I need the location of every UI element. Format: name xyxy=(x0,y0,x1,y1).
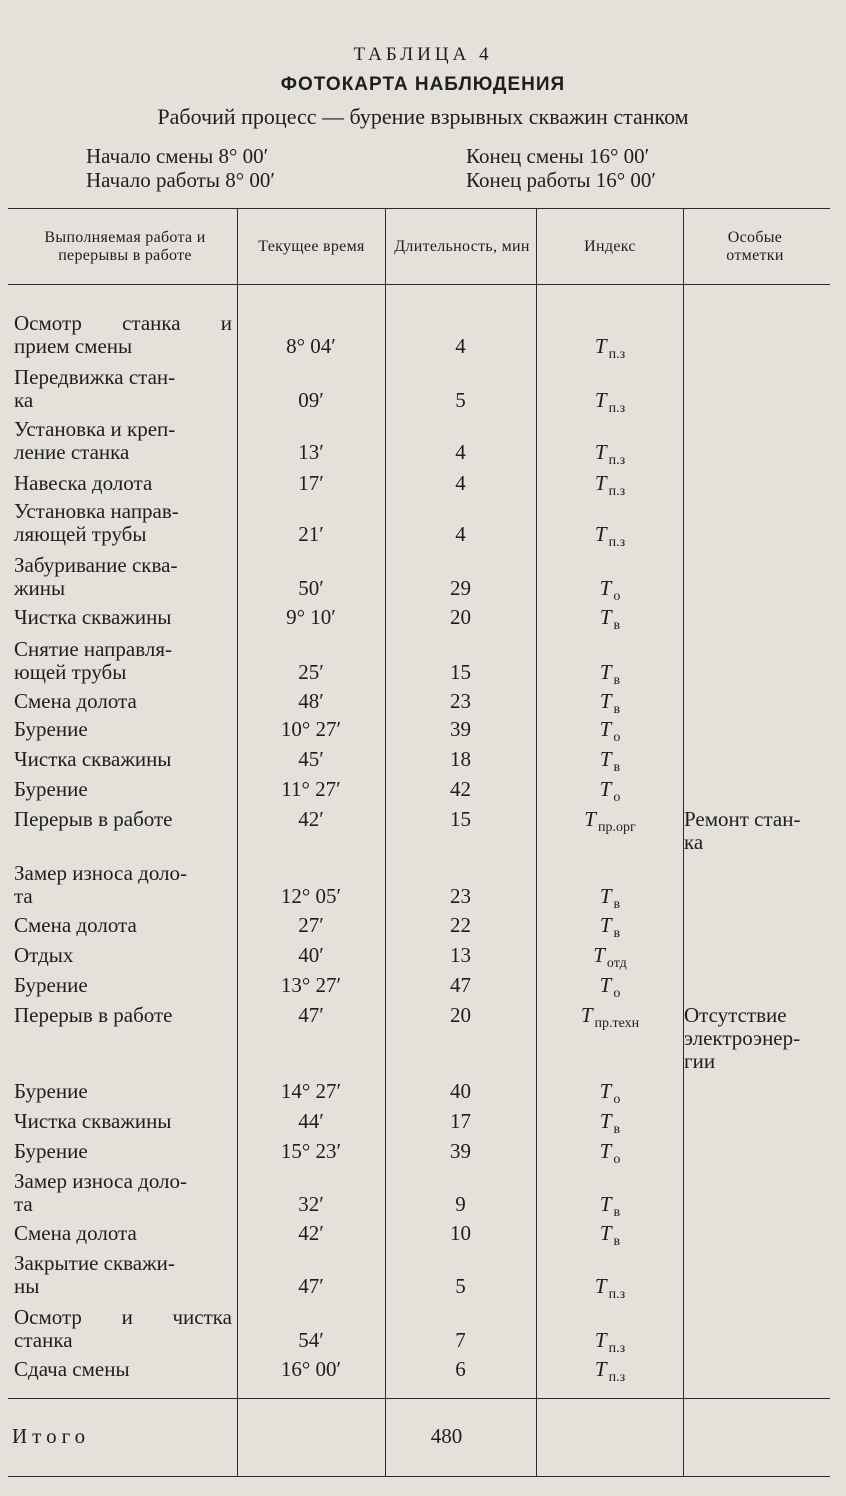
index-symbol: T xyxy=(599,913,612,937)
index-symbol: T xyxy=(599,1221,612,1245)
time-index xyxy=(538,472,682,498)
duration-minutes: 22 xyxy=(450,913,471,937)
index-symbol: T xyxy=(599,884,612,908)
note-line: Ремонт стан- xyxy=(684,807,801,831)
work-line: Бурение xyxy=(14,777,88,801)
index-subscript: в xyxy=(613,1234,621,1249)
current-time: 32′ xyxy=(298,1192,324,1216)
index-subscript: в xyxy=(613,926,621,941)
work-description xyxy=(14,1252,232,1298)
work-line: Замер износа доло- xyxy=(14,861,188,885)
work-description xyxy=(14,1358,232,1381)
current-time: 13° 27′ xyxy=(280,973,342,997)
index-subscript: отд xyxy=(606,956,627,971)
current-time: 09′ xyxy=(298,388,324,412)
current-time: 21′ xyxy=(298,522,324,546)
time-index xyxy=(538,1358,682,1384)
current-time: 9° 10′ xyxy=(286,605,336,629)
time-index xyxy=(538,748,682,774)
index-subscript: в xyxy=(613,673,621,688)
current-time: 40′ xyxy=(298,943,324,967)
work-line: та xyxy=(14,884,33,908)
index-subscript: п.з xyxy=(608,535,626,550)
document-title: ФОТОКАРТА НАБЛЮДЕНИЯ xyxy=(280,74,566,95)
work-description xyxy=(14,778,232,801)
time-index xyxy=(538,914,682,940)
work-start: Начало работы 8° 00′ xyxy=(86,168,275,192)
duration-minutes: 5 xyxy=(455,1274,466,1298)
work-line: Замер износа доло- xyxy=(14,1169,188,1193)
work-description xyxy=(14,914,232,937)
index-symbol: T xyxy=(599,973,612,997)
time-index xyxy=(538,1004,682,1030)
time-index xyxy=(538,335,682,361)
work-line: Отдых xyxy=(14,943,74,967)
index-subscript: в xyxy=(613,702,621,717)
column-divider xyxy=(536,208,537,1476)
special-note xyxy=(684,1004,834,1073)
index-subscript: о xyxy=(613,589,621,604)
index-symbol: T xyxy=(580,1003,593,1027)
index-subscript: п.з xyxy=(608,1341,626,1356)
index-subscript: в xyxy=(613,1205,621,1220)
total-duration: 480 xyxy=(430,1424,463,1448)
duration-minutes: 5 xyxy=(455,388,466,412)
time-index xyxy=(538,718,682,744)
index-symbol: T xyxy=(599,777,612,801)
work-line: Смена долота xyxy=(14,913,137,937)
duration-minutes: 23 xyxy=(450,689,471,713)
work-line: Бурение xyxy=(14,1139,88,1163)
column-header-notes: Особые отметки xyxy=(726,229,784,264)
note-line: электроэнер- xyxy=(684,1026,801,1050)
work-description xyxy=(14,312,232,358)
index-symbol: T xyxy=(584,807,596,831)
index-symbol: T xyxy=(599,660,612,684)
index-symbol: T xyxy=(594,440,607,464)
current-time: 45′ xyxy=(298,747,324,771)
index-symbol: T xyxy=(599,1192,612,1216)
work-description xyxy=(14,1222,232,1245)
work-line: Осмотр и чистка xyxy=(14,1305,232,1329)
table-top-rule xyxy=(8,208,830,209)
work-description xyxy=(14,1140,232,1163)
work-line: Установка и креп- xyxy=(14,417,176,441)
index-symbol: T xyxy=(594,471,607,495)
time-index xyxy=(538,1110,682,1136)
work-line: Закрытие скважи- xyxy=(14,1251,175,1275)
time-index xyxy=(538,389,682,415)
duration-minutes: 23 xyxy=(450,884,471,908)
index-symbol: T xyxy=(599,1079,612,1103)
index-subscript: в xyxy=(613,760,621,775)
index-subscript: п.з xyxy=(608,401,626,416)
index-symbol: T xyxy=(594,1357,607,1381)
current-time: 50′ xyxy=(298,576,324,600)
current-time: 16° 00′ xyxy=(280,1357,342,1381)
current-time: 48′ xyxy=(298,689,324,713)
work-description xyxy=(14,748,232,771)
current-time: 14° 27′ xyxy=(280,1079,342,1103)
current-time: 10° 27′ xyxy=(280,717,342,741)
index-subscript: о xyxy=(613,986,621,1001)
duration-minutes: 4 xyxy=(455,334,466,358)
index-symbol: T xyxy=(594,1328,607,1352)
index-symbol: T xyxy=(599,576,612,600)
work-description xyxy=(14,366,232,412)
index-symbol: T xyxy=(594,1274,607,1298)
work-description xyxy=(14,1080,232,1103)
work-description xyxy=(14,500,232,546)
index-subscript: о xyxy=(613,730,621,745)
work-line: Осмотр станка и xyxy=(14,311,232,335)
work-line: Снятие направля- xyxy=(14,637,173,661)
current-time: 12° 05′ xyxy=(280,884,342,908)
current-time: 13′ xyxy=(298,440,324,464)
work-line: Перерыв в работе xyxy=(14,807,173,831)
work-description xyxy=(14,974,232,997)
current-time: 25′ xyxy=(298,660,324,684)
current-time: 47′ xyxy=(298,1274,324,1298)
work-description xyxy=(14,944,232,967)
current-time: 8° 04′ xyxy=(286,334,336,358)
duration-minutes: 29 xyxy=(450,576,471,600)
note-line: ка xyxy=(684,830,704,854)
process-description: Рабочий процесс — бурение взрывных скважин станком xyxy=(157,104,689,129)
work-description xyxy=(14,418,232,464)
work-line: ление станка xyxy=(14,440,130,464)
duration-minutes: 7 xyxy=(455,1328,466,1352)
work-line: Сдача смены xyxy=(14,1357,130,1381)
index-subscript: пр.орг xyxy=(597,820,636,835)
time-index xyxy=(538,577,682,603)
current-time: 27′ xyxy=(298,913,324,937)
work-description xyxy=(14,606,232,629)
work-line: Бурение xyxy=(14,973,88,997)
duration-minutes: 18 xyxy=(450,747,471,771)
column-header-duration: Длительность, мин xyxy=(394,238,530,255)
work-line: Чистка скважины xyxy=(14,1109,172,1133)
work-line: Чистка скважины xyxy=(14,605,172,629)
time-index xyxy=(538,808,682,834)
current-time: 11° 27′ xyxy=(281,777,341,801)
duration-minutes: 47 xyxy=(450,973,471,997)
index-symbol: T xyxy=(593,943,605,967)
duration-minutes: 40 xyxy=(450,1079,471,1103)
time-index xyxy=(538,1193,682,1219)
index-symbol: T xyxy=(594,334,607,358)
duration-minutes: 39 xyxy=(450,717,471,741)
column-header-time: Текущее время xyxy=(258,238,365,255)
time-index xyxy=(538,778,682,804)
index-subscript: в xyxy=(613,1122,621,1137)
current-time: 47′ xyxy=(298,1003,324,1027)
current-time: 54′ xyxy=(298,1328,324,1352)
time-index xyxy=(538,661,682,687)
duration-minutes: 20 xyxy=(450,605,471,629)
time-index xyxy=(538,1080,682,1106)
index-symbol: T xyxy=(599,689,612,713)
current-time: 44′ xyxy=(298,1109,324,1133)
time-index xyxy=(538,944,682,970)
column-divider xyxy=(237,208,238,1476)
column-header-index: Индекс xyxy=(584,238,636,255)
duration-minutes: 13 xyxy=(450,943,471,967)
current-time: 42′ xyxy=(298,807,324,831)
work-description xyxy=(14,862,232,908)
shift-start: Начало смены 8° 00′ xyxy=(86,144,269,168)
index-subscript: пр.техн xyxy=(594,1016,640,1031)
index-subscript: в xyxy=(613,618,621,633)
note-line: Отсутствие xyxy=(684,1003,787,1027)
work-line: та xyxy=(14,1192,33,1216)
time-index xyxy=(538,523,682,549)
work-line: Установка направ- xyxy=(14,499,179,523)
index-subscript: о xyxy=(613,1092,621,1107)
index-subscript: о xyxy=(613,1152,621,1167)
index-subscript: п.з xyxy=(608,1287,626,1302)
duration-minutes: 4 xyxy=(455,471,466,495)
time-index xyxy=(538,885,682,911)
work-description xyxy=(14,690,232,713)
work-line: станка xyxy=(14,1328,73,1352)
column-divider xyxy=(385,208,386,1476)
work-description xyxy=(14,472,232,495)
duration-minutes: 15 xyxy=(450,807,471,831)
work-line: прием смены xyxy=(14,334,133,358)
work-description xyxy=(14,718,232,741)
duration-minutes: 39 xyxy=(450,1139,471,1163)
duration-minutes: 15 xyxy=(450,660,471,684)
duration-minutes: 6 xyxy=(455,1357,466,1381)
index-symbol: T xyxy=(599,717,612,741)
index-symbol: T xyxy=(599,747,612,771)
special-note xyxy=(684,808,834,854)
work-end: Конец работы 16° 00′ xyxy=(466,168,657,192)
table-number: ТАБЛИЦА 4 xyxy=(353,44,493,65)
current-time: 17′ xyxy=(298,471,324,495)
work-description xyxy=(14,1110,232,1133)
time-index xyxy=(538,1140,682,1166)
time-index xyxy=(538,1222,682,1248)
index-subscript: п.з xyxy=(608,484,626,499)
duration-minutes: 10 xyxy=(450,1221,471,1245)
duration-minutes: 17 xyxy=(450,1109,471,1133)
time-index xyxy=(538,606,682,632)
duration-minutes: 4 xyxy=(455,522,466,546)
work-line: Перерыв в работе xyxy=(14,1003,173,1027)
index-subscript: о xyxy=(613,790,621,805)
work-description xyxy=(14,808,232,831)
work-description xyxy=(14,1170,232,1216)
work-description xyxy=(14,1306,232,1352)
shift-end: Конец смены 16° 00′ xyxy=(466,144,650,168)
total-top-rule xyxy=(8,1398,830,1399)
index-subscript: в xyxy=(613,897,621,912)
index-symbol: T xyxy=(599,1109,612,1133)
index-symbol: T xyxy=(599,1139,612,1163)
table-bottom-rule xyxy=(8,1476,830,1477)
work-line: жины xyxy=(14,576,66,600)
work-line: Чистка скважины xyxy=(14,747,172,771)
duration-minutes: 4 xyxy=(455,440,466,464)
work-description xyxy=(14,638,232,684)
duration-minutes: 20 xyxy=(450,1003,471,1027)
time-index xyxy=(538,441,682,467)
work-line: Забуривание сква- xyxy=(14,553,178,577)
work-description xyxy=(14,1004,232,1027)
total-label: Итого xyxy=(12,1424,91,1448)
time-index xyxy=(538,690,682,716)
duration-minutes: 42 xyxy=(450,777,471,801)
work-description xyxy=(14,554,232,600)
header-bottom-rule xyxy=(8,284,830,285)
index-symbol: T xyxy=(594,388,607,412)
work-line: Навеска долота xyxy=(14,471,153,495)
index-subscript: п.з xyxy=(608,1370,626,1385)
current-time: 42′ xyxy=(298,1221,324,1245)
index-symbol: T xyxy=(599,605,612,629)
work-line: ющей трубы xyxy=(14,660,127,684)
index-subscript: п.з xyxy=(608,453,626,468)
work-line: ка xyxy=(14,388,34,412)
time-index xyxy=(538,974,682,1000)
work-line: Передвижка стан- xyxy=(14,365,176,389)
current-time: 15° 23′ xyxy=(280,1139,342,1163)
duration-minutes: 9 xyxy=(455,1192,466,1216)
index-subscript: п.з xyxy=(608,347,626,362)
work-line: Смена долота xyxy=(14,689,137,713)
time-index xyxy=(538,1329,682,1355)
work-line: Смена долота xyxy=(14,1221,137,1245)
work-line: ны xyxy=(14,1274,40,1298)
time-index xyxy=(538,1275,682,1301)
work-line: ляющей трубы xyxy=(14,522,147,546)
work-line: Бурение xyxy=(14,1079,88,1103)
work-line: Бурение xyxy=(14,717,88,741)
note-line: гии xyxy=(684,1049,716,1073)
index-symbol: T xyxy=(594,522,607,546)
column-header-work: Выполняемая работа и перерывы в работе xyxy=(44,229,206,264)
